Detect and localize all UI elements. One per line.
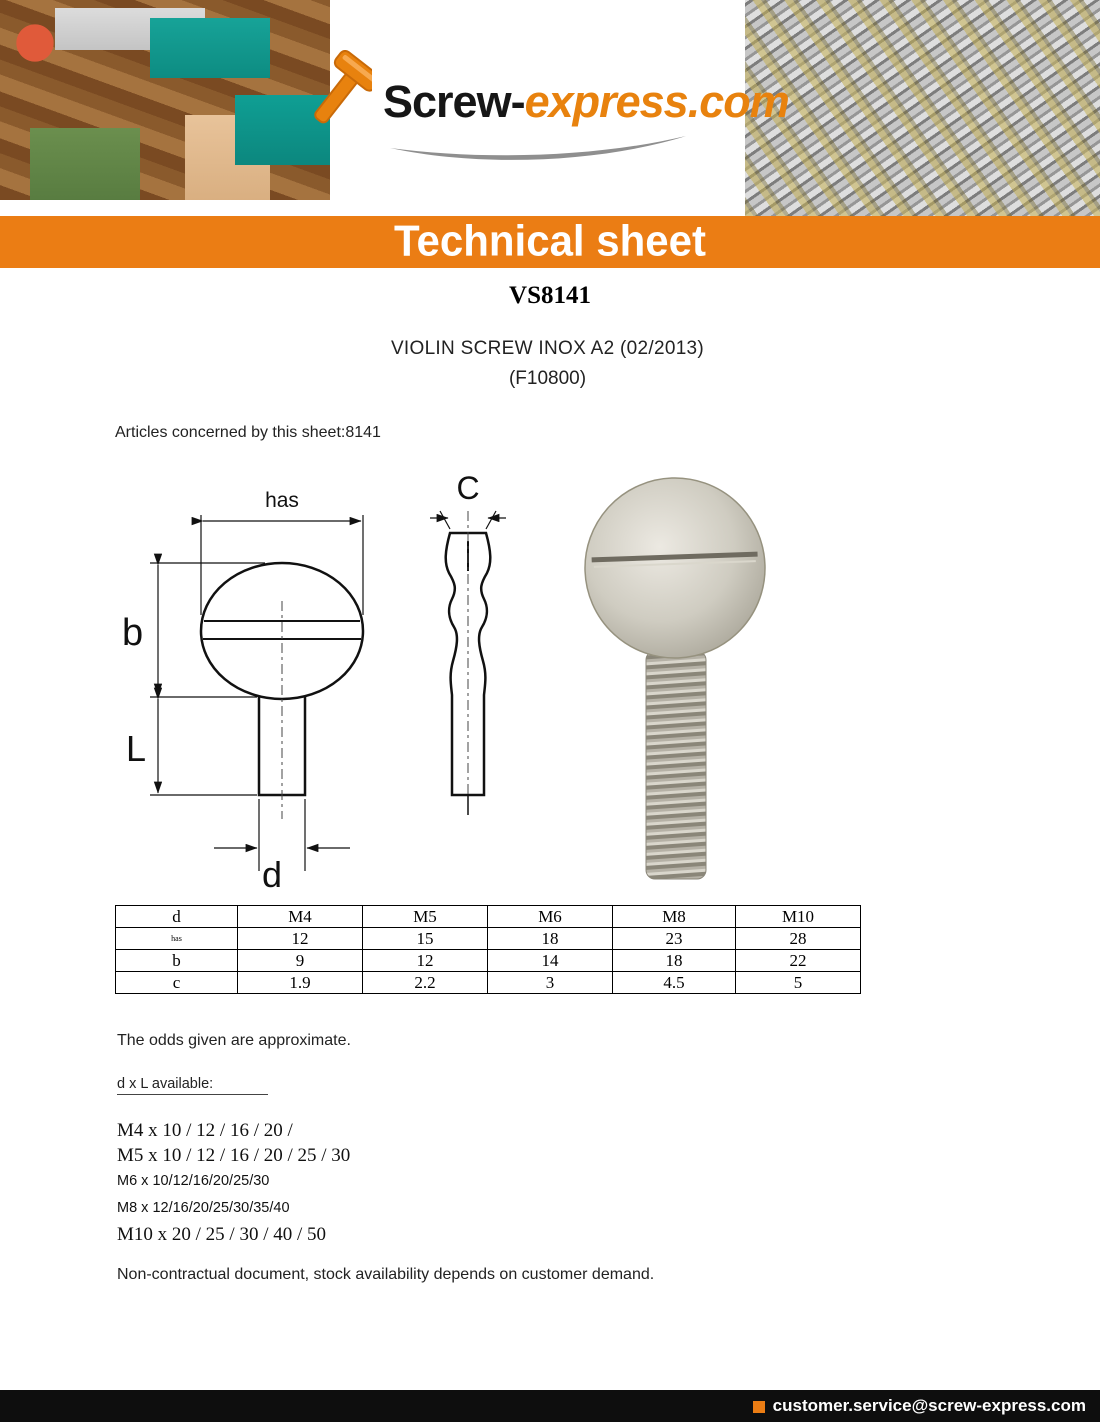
banner-title: Technical sheet	[393, 216, 706, 265]
workbench-photo	[0, 0, 330, 200]
disclaimer: Non-contractual document, stock availability depends on customer demand.	[117, 1266, 655, 1283]
logo-text-black: Screw-	[383, 76, 525, 127]
row-label-has: has	[116, 928, 238, 950]
spec-table	[115, 905, 861, 994]
document-title: VIOLIN SCREW INOX A2 (02/2013)	[390, 338, 705, 359]
table-row-has: has 12 15 18 23 28	[116, 928, 861, 950]
row-label-d: d	[116, 906, 238, 928]
size-line-m4: M4 x 10 / 12 / 16 / 20 /	[117, 1120, 293, 1141]
logo-swoosh	[388, 132, 688, 173]
available-label: d x L available:	[117, 1076, 268, 1092]
approximate-note: The odds given are approximate.	[117, 1032, 351, 1049]
size-line-m10: M10 x 20 / 25 / 30 / 40 / 50	[117, 1224, 327, 1245]
document-subtitle: (F10800)	[508, 368, 587, 389]
dim-label-b: b	[122, 612, 144, 654]
dim-label-has: has	[265, 489, 299, 512]
footer-email: customer.service@screw-express.com	[772, 1396, 1086, 1415]
row-label-c: c	[116, 972, 238, 994]
articles-concerned-line: Articles concerned by this sheet:8141	[115, 424, 381, 441]
table-row-c: c 1.9 2.2 3 4.5 5	[116, 972, 861, 994]
logo-text-orange: express.com	[524, 76, 789, 127]
dim-label-d: d	[261, 854, 283, 895]
footer-orange-mark	[753, 1401, 765, 1413]
footer-bar	[0, 1390, 1100, 1422]
size-line-m5: M5 x 10 / 12 / 16 / 20 / 25 / 30	[117, 1145, 351, 1166]
size-line-m6: M6 x 10/12/16/20/25/30	[117, 1173, 270, 1189]
hammer-icon	[300, 50, 372, 151]
dim-label-L: L	[126, 728, 147, 769]
table-row-b: b 9 12 14 18 22	[116, 950, 861, 972]
size-line-m8: M8 x 12/16/20/25/30/35/40	[117, 1200, 290, 1216]
document-reference: VS8141	[509, 282, 591, 309]
product-photo	[582, 475, 768, 879]
available-sizes-list	[117, 1118, 350, 1247]
banner	[0, 216, 1100, 268]
table-row-d: d M4 M5 M6 M8 M10	[116, 906, 861, 928]
logo	[383, 76, 789, 128]
screws-pile-photo	[745, 0, 1100, 216]
technical-drawing	[100, 463, 800, 900]
dim-label-C: C	[456, 470, 480, 506]
row-label-b: b	[116, 950, 238, 972]
